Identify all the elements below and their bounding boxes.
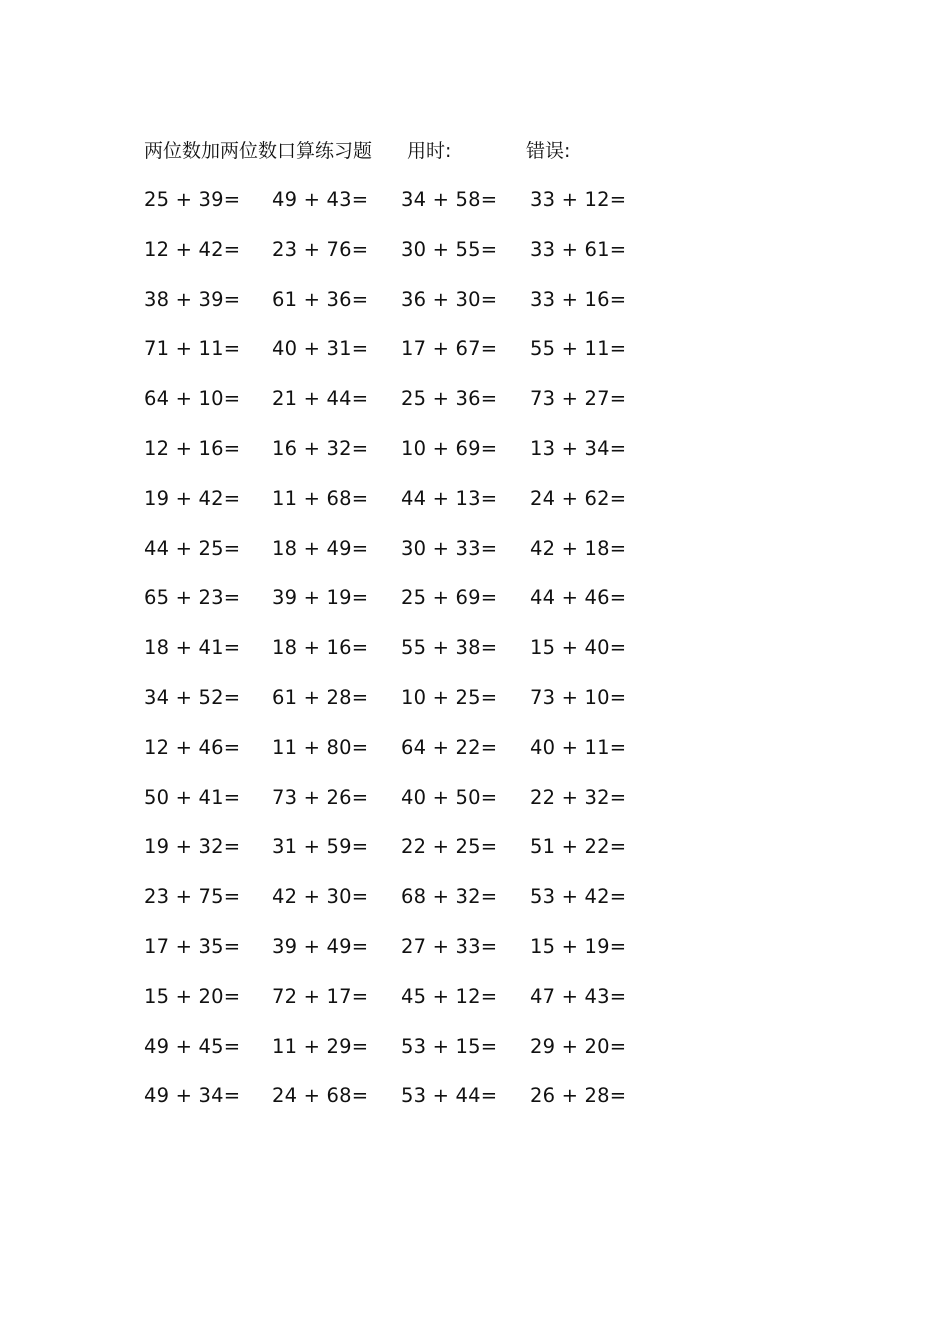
problem-item: 15 + 20= [144,984,241,1008]
problem-item: 55 + 38= [401,636,498,660]
problem-row [144,186,664,236]
problem-item: 65 + 23= [144,586,241,610]
problem-item: 61 + 36= [272,287,369,311]
problem-item: 18 + 49= [272,536,369,560]
problem-item: 24 + 68= [272,1084,369,1108]
problem-row [144,286,664,336]
problem-item: 23 + 75= [144,885,241,909]
problem-item: 17 + 67= [401,337,498,361]
problem-item: 30 + 55= [401,237,498,261]
problem-item: 49 + 34= [144,1084,241,1108]
problem-item: 51 + 22= [530,835,627,859]
problem-item: 16 + 32= [272,436,369,460]
problem-row [144,684,664,734]
problem-item: 25 + 69= [401,586,498,610]
problem-item: 13 + 34= [530,436,627,460]
problem-row [144,584,664,634]
problem-item: 44 + 13= [401,486,498,510]
problem-grid [144,186,664,1132]
problem-row [144,983,664,1033]
problem-item: 15 + 40= [530,636,627,660]
problem-item: 24 + 62= [530,486,627,510]
problem-row [144,833,664,883]
problem-item: 12 + 46= [144,735,241,759]
problem-item: 19 + 42= [144,486,241,510]
problem-row [144,1033,664,1083]
problem-row [144,1082,664,1132]
problem-item: 50 + 41= [144,785,241,809]
problem-item: 15 + 19= [530,934,627,958]
problem-item: 36 + 30= [401,287,498,311]
problem-row [144,883,664,933]
problem-item: 44 + 46= [530,586,627,610]
problem-item: 49 + 45= [144,1034,241,1058]
problem-item: 42 + 18= [530,536,627,560]
problem-item: 30 + 33= [401,536,498,560]
problem-item: 47 + 43= [530,984,627,1008]
problem-row [144,734,664,784]
problem-item: 21 + 44= [272,387,369,411]
problem-item: 29 + 20= [530,1034,627,1058]
problem-item: 34 + 52= [144,685,241,709]
problem-item: 40 + 11= [530,735,627,759]
time-used-label: 用时: [407,140,452,162]
problem-item: 25 + 39= [144,188,241,211]
problem-item: 39 + 49= [272,934,369,958]
worksheet-title: 两位数加两位数口算练习题 [144,140,373,162]
problem-item: 26 + 28= [530,1084,627,1108]
problem-item: 27 + 33= [401,934,498,958]
problem-item: 45 + 12= [401,984,498,1008]
problem-item: 68 + 32= [401,885,498,909]
problem-row [144,236,664,286]
problem-item: 10 + 25= [401,685,498,709]
problem-item: 31 + 59= [272,835,369,859]
problem-item: 25 + 36= [401,387,498,411]
problem-item: 64 + 10= [144,387,241,411]
problem-item: 19 + 32= [144,835,241,859]
problem-item: 12 + 42= [144,237,241,261]
problem-item: 33 + 12= [530,188,627,211]
problem-item: 40 + 50= [401,785,498,809]
problem-item: 61 + 28= [272,685,369,709]
problem-item: 64 + 22= [401,735,498,759]
problem-item: 22 + 25= [401,835,498,859]
problem-item: 34 + 58= [401,188,498,211]
problem-row [144,933,664,983]
problem-item: 73 + 10= [530,685,627,709]
problem-item: 49 + 43= [272,188,369,211]
problem-item: 38 + 39= [144,287,241,311]
problem-item: 11 + 80= [272,735,369,759]
problem-row [144,634,664,684]
problem-row [144,784,664,834]
problem-item: 53 + 15= [401,1034,498,1058]
problem-item: 11 + 29= [272,1034,369,1058]
problem-item: 17 + 35= [144,934,241,958]
problem-item: 33 + 16= [530,287,627,311]
problem-item: 18 + 41= [144,636,241,660]
problem-item: 10 + 69= [401,436,498,460]
problem-item: 40 + 31= [272,337,369,361]
problem-item: 39 + 19= [272,586,369,610]
problem-item: 73 + 26= [272,785,369,809]
problem-item: 71 + 11= [144,337,241,361]
problem-item: 23 + 76= [272,237,369,261]
problem-row [144,435,664,485]
problem-item: 12 + 16= [144,436,241,460]
problem-item: 18 + 16= [272,636,369,660]
problem-item: 22 + 32= [530,785,627,809]
problem-item: 42 + 30= [272,885,369,909]
problem-item: 73 + 27= [530,387,627,411]
problem-item: 33 + 61= [530,237,627,261]
problem-row [144,535,664,585]
problem-row [144,485,664,535]
problem-row [144,385,664,435]
problem-item: 53 + 44= [401,1084,498,1108]
problem-row [144,335,664,385]
problem-item: 11 + 68= [272,486,369,510]
problem-item: 55 + 11= [530,337,627,361]
errors-label: 错误: [526,140,571,162]
worksheet-header [144,137,744,165]
problem-item: 53 + 42= [530,885,627,909]
problem-item: 72 + 17= [272,984,369,1008]
problem-item: 44 + 25= [144,536,241,560]
